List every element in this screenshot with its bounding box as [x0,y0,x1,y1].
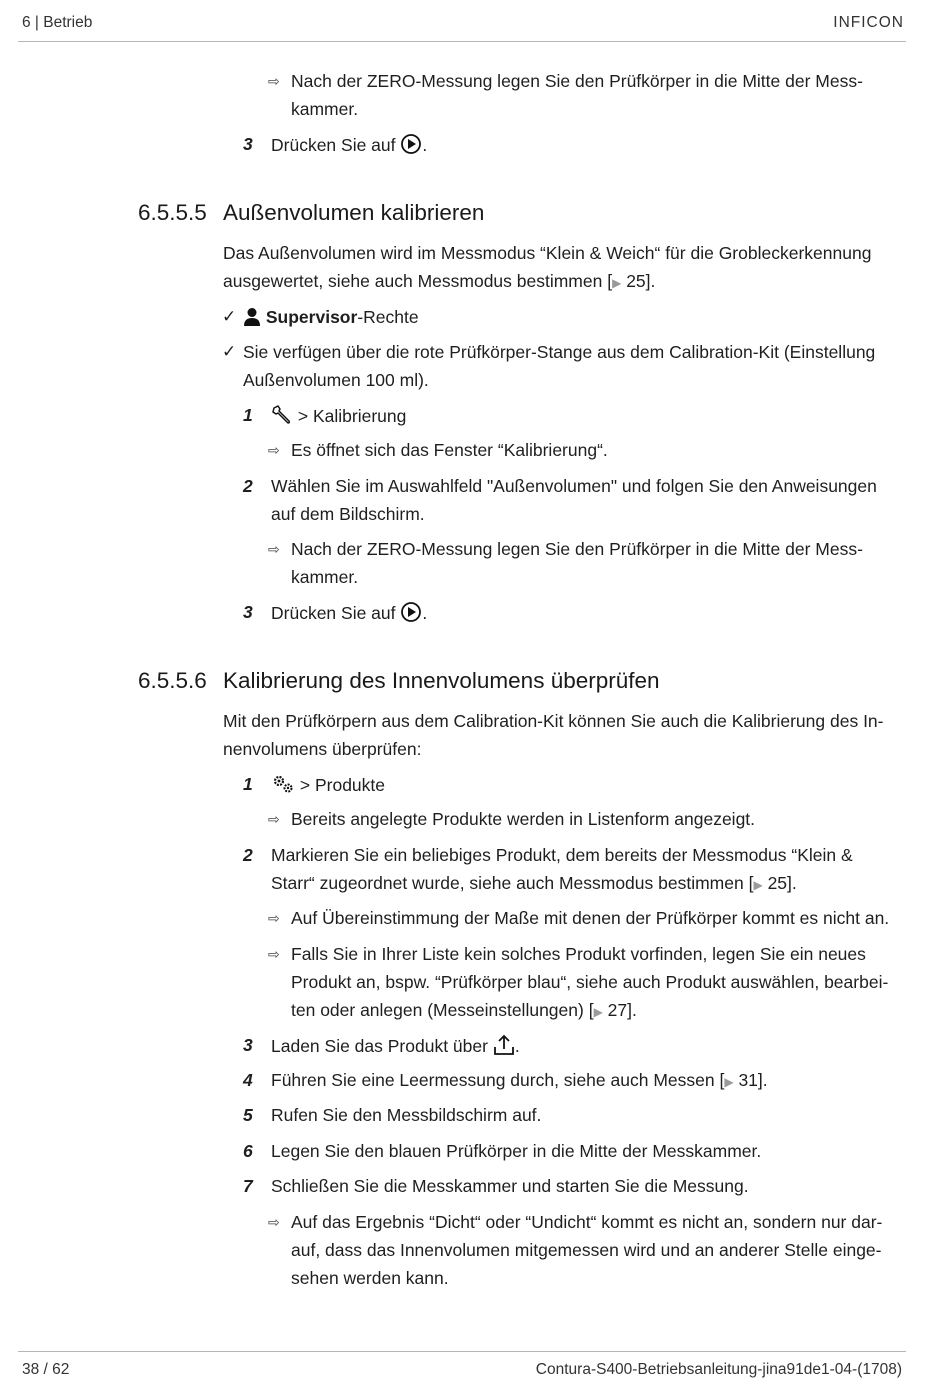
step-label: Führen Sie eine Leermessung durch, siehe auch Messen [ [271,1070,725,1090]
result-text [291,999,637,1023]
step-number: 1 [243,774,253,794]
requirement-rest: -Rechte [357,307,419,327]
step-number: 5 [243,1105,253,1125]
result-text-part: ten oder anlegen (Messeinstellungen) [ [291,1000,594,1020]
step-number: 4 [243,1070,253,1090]
step-number: 2 [243,476,253,496]
step-text [271,1034,520,1057]
intro-text: Das Außenvolumen wird im Messmodus “Klein & Weich“ für die Grobleckerkennung [223,243,872,263]
step-label: > Kalibrierung [297,406,407,426]
result-arrow-icon: ⇨ [268,811,280,827]
result-arrow-icon: ⇨ [268,946,280,962]
step-number: 2 [243,845,253,865]
play-circle-icon [400,601,422,623]
step-text-part: Starr“ zugeordnet wurde, siehe auch Messmodus bestimmen [ [271,873,754,893]
step-end: . [514,1036,520,1056]
section-number: 6.5.5.5 [138,200,207,225]
result-text: Falls Sie in Ihrer Liste kein solches Produkt vorfinden, legen Sie ein neues [291,944,866,964]
result-text-end: ]. [627,1000,637,1020]
step-text [271,1069,768,1093]
gears-icon [271,773,295,795]
page-ref[interactable]: 25 [626,271,646,291]
step-text: auf dem Bildschirm. [271,504,425,524]
result-text: sehen werden kann. [291,1268,449,1288]
intro-text: Mit den Prüfkörpern aus dem Calibration-Kit können Sie auch die Kalibrierung des In- [223,711,884,731]
section-heading [138,199,484,227]
step-number: 3 [243,602,253,622]
intro-text [223,270,655,294]
section-heading [138,667,660,695]
result-text: Auf Übereinstimmung der Maße mit denen der Prüfkörper kommt es nicht an. [291,908,890,928]
ref-triangle-icon: ▶ [724,1075,734,1089]
header-brand: INFICON [833,14,904,31]
section-title: Kalibrierung des Innenvolumens überprüfen [223,668,660,693]
step-text: Schließen Sie die Messkammer und starten Sie die Messung. [271,1176,749,1196]
result-arrow-icon: ⇨ [268,442,280,458]
step-number: 6 [243,1141,253,1161]
section-number: 6.5.5.6 [138,668,207,693]
result-text: Nach der ZERO-Messung legen Sie den Prüfkörper in die Mitte der Mess- [291,539,863,559]
play-circle-icon [400,133,422,155]
result-text: Bereits angelegte Produkte werden in Listenform angezeigt. [291,809,756,829]
result-arrow-icon: ⇨ [268,910,280,926]
step-end: ]. [757,1070,768,1090]
result-text: Es öffnet sich das Fenster “Kalibrierung“. [291,440,608,460]
header-chapter: 6 | Betrieb [22,14,93,31]
upload-icon [493,1034,515,1056]
step-label: > Produkte [299,775,385,795]
page-ref[interactable]: 27 [607,1000,628,1020]
check-icon: ✓ [222,342,237,361]
result-arrow-icon: ⇨ [268,1214,280,1230]
result-arrow-icon: ⇨ [268,541,280,557]
page-ref[interactable]: 25 [767,873,788,893]
step-text: Markieren Sie ein beliebiges Produkt, dem bereits der Messmodus “Klein & [271,845,853,865]
result-text: Nach der ZERO-Messung legen Sie den Prüfkörper in die Mitte der Mess- [291,71,863,91]
section-title: Außenvolumen kalibrieren [223,200,485,225]
user-icon [243,307,261,327]
step-text [271,773,385,796]
step-text [271,601,427,624]
step-text: Legen Sie den blauen Prüfkörper in die Mitte der Messkammer. [271,1141,762,1161]
requirement [243,306,419,328]
step-number: 7 [243,1176,253,1196]
step-label: Drücken Sie auf [271,603,396,623]
intro-text-part: ausgewertet, siehe auch Messmodus bestimmen [ [223,271,613,291]
result-text: Auf das Ergebnis “Dicht“ oder “Undicht“ kommt es nicht an, sondern nur dar- [291,1212,883,1232]
header-divider [18,41,906,42]
requirement: Außenvolumen 100 ml). [243,370,429,390]
ref-triangle-icon: ▶ [612,276,622,290]
step-label: Drücken Sie auf [271,135,396,155]
result-text: Produkt an, bspw. “Prüfkörper blau“, siehe auch Produkt auswählen, bearbei- [291,972,889,992]
document-id: Contura-S400-Betriebsanleitung-jina91de1-04-(1708) [535,1361,902,1378]
step-end: . [422,135,428,155]
step-text [271,133,427,156]
result-text: kammer. [291,567,359,587]
check-icon: ✓ [222,307,237,326]
step-text: Wählen Sie im Auswahlfeld "Außenvolumen" und folgen Sie den Anweisungen [271,476,877,496]
result-text: auf, dass das Innenvolumen mitgemessen wird und an anderer Stelle einge- [291,1240,882,1260]
requirement: Sie verfügen über die rote Prüfkörper-Stange aus dem Calibration-Kit (Einstellung [243,342,876,362]
intro-text-end: ]. [645,271,656,291]
step-text [271,872,797,896]
step-text [271,404,406,427]
requirement-bold: Supervisor [265,307,358,327]
result-text: kammer. [291,99,359,119]
ref-triangle-icon: ▶ [753,878,763,892]
page-ref[interactable]: 31 [738,1070,758,1090]
intro-text: nenvolumens überprüfen: [223,739,422,759]
step-number: 3 [243,1035,253,1055]
wrench-icon [271,404,293,426]
step-number: 3 [243,134,253,154]
step-number: 1 [243,405,253,425]
page-number: 38 / 62 [22,1361,70,1378]
step-text: Rufen Sie den Messbildschirm auf. [271,1105,542,1125]
step-end: . [422,603,428,623]
footer-divider [18,1351,906,1352]
ref-triangle-icon: ▶ [593,1005,603,1019]
result-arrow-icon: ⇨ [268,73,280,89]
step-text-end: ]. [787,873,797,893]
step-label: Laden Sie das Produkt über [271,1036,488,1056]
